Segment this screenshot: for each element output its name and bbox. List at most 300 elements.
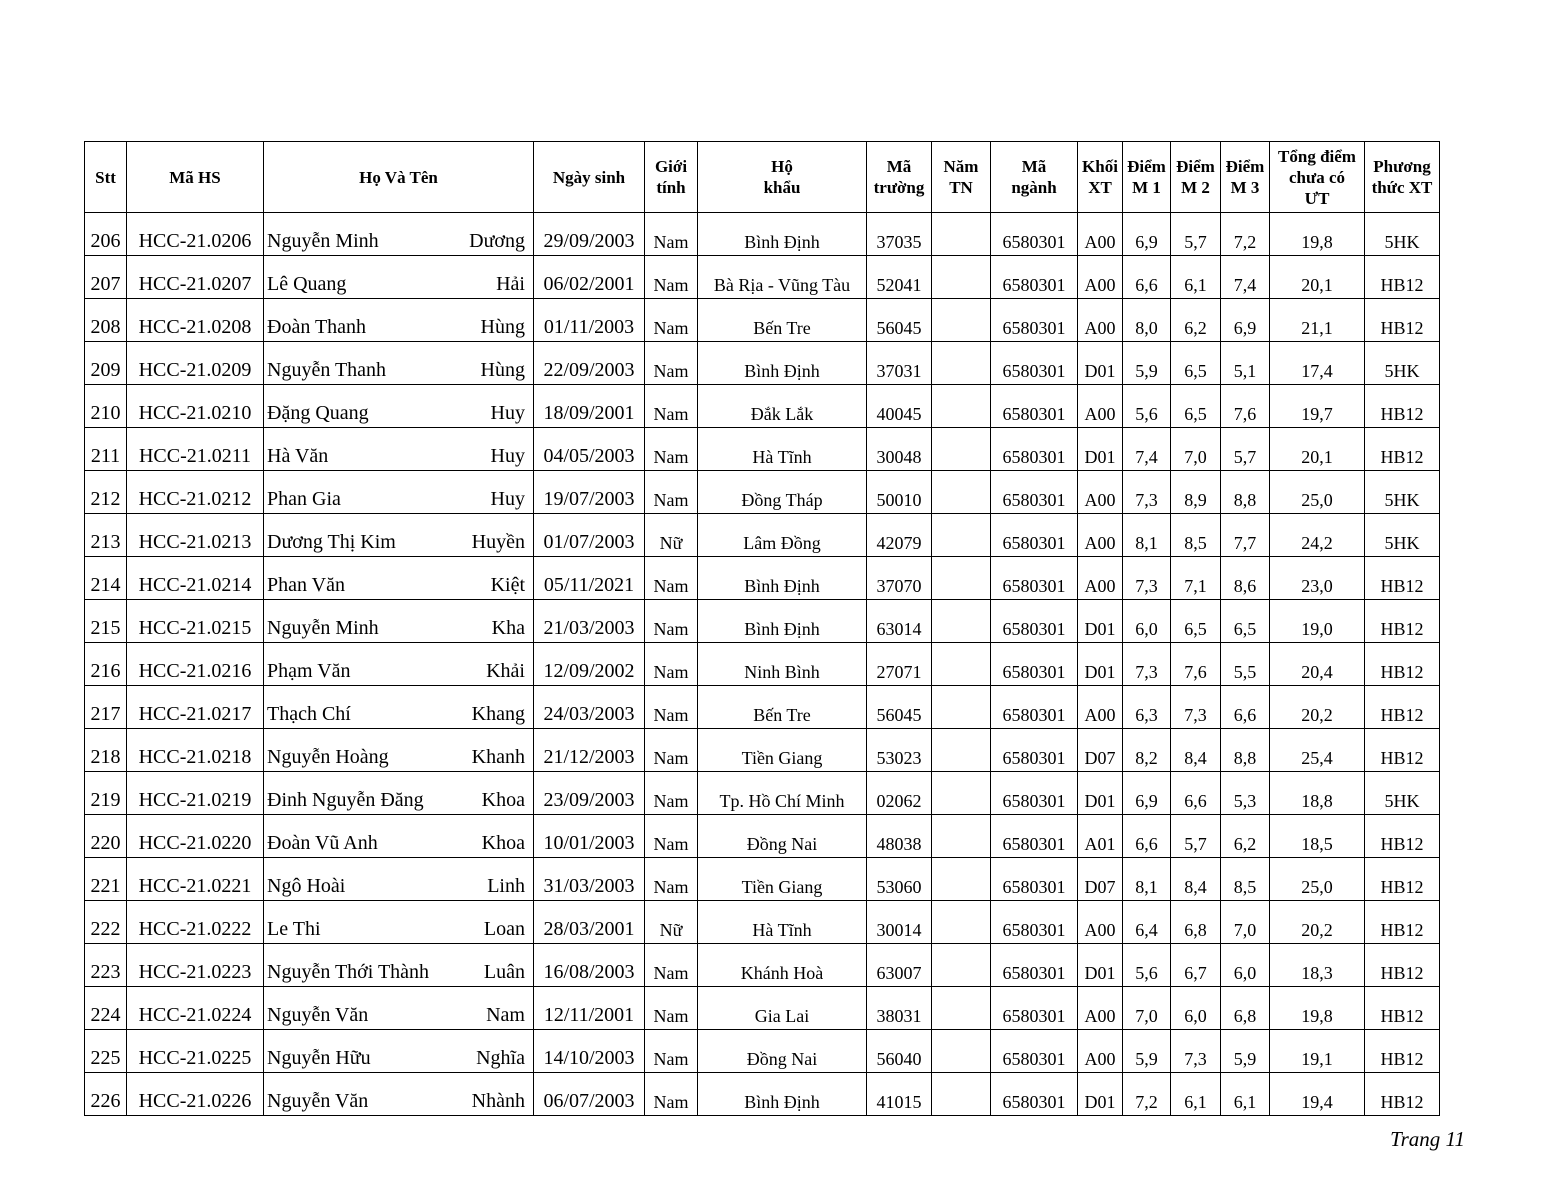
table-row bbox=[85, 815, 1440, 858]
cell-ten: Linh bbox=[487, 875, 525, 897]
table-row bbox=[85, 901, 1440, 944]
cell-ho-ten bbox=[264, 643, 534, 686]
cell-diem-m2: 7,0 bbox=[1171, 428, 1221, 471]
cell-diem-m3: 5,5 bbox=[1221, 643, 1270, 686]
cell-diem-m1: 7,4 bbox=[1123, 428, 1171, 471]
cell-nam-tn bbox=[932, 299, 991, 342]
cell-nam-tn bbox=[932, 385, 991, 428]
cell-phuong-thuc: HB12 bbox=[1365, 256, 1440, 299]
cell-phuong-thuc: HB12 bbox=[1365, 815, 1440, 858]
cell-ho-khau: Bình Định bbox=[698, 342, 867, 385]
cell-ma-nganh: 6580301 bbox=[991, 342, 1078, 385]
cell-ho-dem: Đoàn Vũ Anh bbox=[267, 832, 378, 854]
cell-ho-dem: Phan Văn bbox=[267, 574, 345, 596]
cell-tong-diem: 19,0 bbox=[1270, 600, 1365, 643]
cell-tong-diem: 18,8 bbox=[1270, 772, 1365, 815]
cell-diem-m2: 6,5 bbox=[1171, 600, 1221, 643]
cell-diem-m1: 5,6 bbox=[1123, 385, 1171, 428]
cell-ma-truong: 63007 bbox=[867, 944, 932, 987]
cell-gioi-tinh: Nam bbox=[645, 299, 698, 342]
table-row bbox=[85, 213, 1440, 256]
table-row bbox=[85, 858, 1440, 901]
cell-diem-m3: 6,6 bbox=[1221, 686, 1270, 729]
cell-diem-m3: 6,2 bbox=[1221, 815, 1270, 858]
cell-ho-ten bbox=[264, 428, 534, 471]
cell-diem-m3: 7,6 bbox=[1221, 385, 1270, 428]
cell-ho-ten bbox=[264, 256, 534, 299]
table-row bbox=[85, 643, 1440, 686]
cell-ho-ten bbox=[264, 1073, 534, 1116]
cell-diem-m1: 8,1 bbox=[1123, 858, 1171, 901]
cell-ho-ten bbox=[264, 901, 534, 944]
cell-diem-m3: 7,4 bbox=[1221, 256, 1270, 299]
cell-ma-hs: HCC-21.0210 bbox=[127, 385, 264, 428]
cell-nam-tn bbox=[932, 729, 991, 772]
cell-ho-dem: Nguyễn Thới Thành bbox=[267, 961, 430, 983]
table-row bbox=[85, 686, 1440, 729]
cell-ten: Huy bbox=[490, 488, 525, 510]
cell-ho-khau: Đồng Nai bbox=[698, 1030, 867, 1073]
cell-ho-ten bbox=[264, 557, 534, 600]
cell-diem-m1: 6,6 bbox=[1123, 256, 1171, 299]
cell-ma-hs: HCC-21.0224 bbox=[127, 987, 264, 1030]
cell-ho-khau: Lâm Đồng bbox=[698, 514, 867, 557]
cell-diem-m1: 8,0 bbox=[1123, 299, 1171, 342]
cell-tong-diem: 19,1 bbox=[1270, 1030, 1365, 1073]
cell-phuong-thuc: HB12 bbox=[1365, 944, 1440, 987]
cell-stt: 223 bbox=[85, 944, 127, 987]
cell-ho-khau: Tp. Hồ Chí Minh bbox=[698, 772, 867, 815]
cell-ten: Nam bbox=[486, 1004, 525, 1026]
cell-ngay-sinh: 22/09/2003 bbox=[534, 342, 645, 385]
cell-diem-m2: 6,6 bbox=[1171, 772, 1221, 815]
cell-diem-m2: 6,5 bbox=[1171, 385, 1221, 428]
cell-phuong-thuc: HB12 bbox=[1365, 1073, 1440, 1116]
cell-ho-dem: Hà Văn bbox=[267, 445, 329, 467]
cell-ma-hs: HCC-21.0216 bbox=[127, 643, 264, 686]
cell-khoi-xt: D07 bbox=[1078, 729, 1123, 772]
cell-ho-khau: Bình Định bbox=[698, 600, 867, 643]
cell-nam-tn bbox=[932, 1030, 991, 1073]
cell-ten: Khanh bbox=[471, 746, 525, 768]
cell-gioi-tinh: Nam bbox=[645, 1030, 698, 1073]
cell-ma-truong: 56040 bbox=[867, 1030, 932, 1073]
cell-gioi-tinh: Nam bbox=[645, 1073, 698, 1116]
cell-ma-truong: 38031 bbox=[867, 987, 932, 1030]
cell-ho-ten bbox=[264, 600, 534, 643]
cell-stt: 220 bbox=[85, 815, 127, 858]
cell-gioi-tinh: Nam bbox=[645, 987, 698, 1030]
cell-ngay-sinh: 06/07/2003 bbox=[534, 1073, 645, 1116]
cell-ma-nganh: 6580301 bbox=[991, 600, 1078, 643]
cell-ten: Khoa bbox=[481, 789, 525, 811]
col-gioi-tinh: Giới tính bbox=[645, 142, 698, 213]
col-phuong-thuc: Phương thức XT bbox=[1365, 142, 1440, 213]
cell-phuong-thuc: HB12 bbox=[1365, 428, 1440, 471]
cell-ho-dem: Thạch Chí bbox=[267, 703, 351, 725]
cell-ho-ten bbox=[264, 987, 534, 1030]
cell-ngay-sinh: 24/03/2003 bbox=[534, 686, 645, 729]
cell-tong-diem: 19,8 bbox=[1270, 213, 1365, 256]
cell-diem-m3: 8,8 bbox=[1221, 471, 1270, 514]
col-tong-diem: Tổng điểm chưa có ƯT bbox=[1270, 142, 1365, 213]
cell-stt: 221 bbox=[85, 858, 127, 901]
cell-stt: 217 bbox=[85, 686, 127, 729]
table-header bbox=[85, 142, 1440, 213]
cell-ma-truong: 27071 bbox=[867, 643, 932, 686]
cell-nam-tn bbox=[932, 342, 991, 385]
cell-ten: Kha bbox=[491, 617, 525, 639]
cell-khoi-xt: D07 bbox=[1078, 858, 1123, 901]
cell-diem-m1: 6,4 bbox=[1123, 901, 1171, 944]
cell-ma-hs: HCC-21.0223 bbox=[127, 944, 264, 987]
cell-khoi-xt: A00 bbox=[1078, 256, 1123, 299]
cell-diem-m1: 7,2 bbox=[1123, 1073, 1171, 1116]
cell-nam-tn bbox=[932, 600, 991, 643]
cell-phuong-thuc: HB12 bbox=[1365, 901, 1440, 944]
cell-ma-nganh: 6580301 bbox=[991, 256, 1078, 299]
cell-ho-ten bbox=[264, 213, 534, 256]
cell-gioi-tinh: Nam bbox=[645, 944, 698, 987]
cell-ma-hs: HCC-21.0219 bbox=[127, 772, 264, 815]
cell-ma-truong: 53060 bbox=[867, 858, 932, 901]
cell-nam-tn bbox=[932, 858, 991, 901]
cell-khoi-xt: D01 bbox=[1078, 944, 1123, 987]
table-row bbox=[85, 342, 1440, 385]
cell-ho-dem: Lê Quang bbox=[267, 273, 347, 295]
cell-nam-tn bbox=[932, 514, 991, 557]
cell-tong-diem: 17,4 bbox=[1270, 342, 1365, 385]
cell-diem-m1: 7,3 bbox=[1123, 643, 1171, 686]
cell-tong-diem: 23,0 bbox=[1270, 557, 1365, 600]
cell-ma-hs: HCC-21.0211 bbox=[127, 428, 264, 471]
cell-diem-m2: 6,5 bbox=[1171, 342, 1221, 385]
cell-khoi-xt: D01 bbox=[1078, 1073, 1123, 1116]
col-diem-m1: Điểm M 1 bbox=[1123, 142, 1171, 213]
cell-ho-khau: Tiền Giang bbox=[698, 729, 867, 772]
cell-stt: 206 bbox=[85, 213, 127, 256]
cell-diem-m3: 5,1 bbox=[1221, 342, 1270, 385]
cell-ma-nganh: 6580301 bbox=[991, 944, 1078, 987]
cell-ten: Khoa bbox=[481, 832, 525, 854]
table-row bbox=[85, 600, 1440, 643]
col-ma-nganh: Mã ngành bbox=[991, 142, 1078, 213]
cell-nam-tn bbox=[932, 987, 991, 1030]
cell-ngay-sinh: 23/09/2003 bbox=[534, 772, 645, 815]
col-stt: Stt bbox=[85, 142, 127, 213]
cell-tong-diem: 20,2 bbox=[1270, 686, 1365, 729]
cell-nam-tn bbox=[932, 256, 991, 299]
cell-stt: 212 bbox=[85, 471, 127, 514]
cell-nam-tn bbox=[932, 643, 991, 686]
cell-ho-dem: Nguyễn Hoàng bbox=[267, 746, 389, 768]
cell-khoi-xt: A00 bbox=[1078, 686, 1123, 729]
cell-diem-m3: 8,6 bbox=[1221, 557, 1270, 600]
cell-ngay-sinh: 18/09/2001 bbox=[534, 385, 645, 428]
cell-ho-ten bbox=[264, 299, 534, 342]
cell-diem-m3: 5,3 bbox=[1221, 772, 1270, 815]
cell-ho-khau: Đồng Tháp bbox=[698, 471, 867, 514]
cell-nam-tn bbox=[932, 213, 991, 256]
cell-gioi-tinh: Nam bbox=[645, 772, 698, 815]
cell-ten: Hùng bbox=[480, 316, 525, 338]
cell-ma-nganh: 6580301 bbox=[991, 213, 1078, 256]
cell-ho-dem: Đinh Nguyễn Đăng bbox=[267, 789, 424, 811]
cell-diem-m3: 6,8 bbox=[1221, 987, 1270, 1030]
cell-phuong-thuc: HB12 bbox=[1365, 1030, 1440, 1073]
cell-diem-m2: 7,3 bbox=[1171, 1030, 1221, 1073]
cell-diem-m3: 8,5 bbox=[1221, 858, 1270, 901]
cell-stt: 218 bbox=[85, 729, 127, 772]
cell-phuong-thuc: HB12 bbox=[1365, 729, 1440, 772]
cell-diem-m2: 8,5 bbox=[1171, 514, 1221, 557]
cell-tong-diem: 19,8 bbox=[1270, 987, 1365, 1030]
cell-stt: 213 bbox=[85, 514, 127, 557]
cell-diem-m3: 7,2 bbox=[1221, 213, 1270, 256]
cell-gioi-tinh: Nam bbox=[645, 256, 698, 299]
cell-stt: 214 bbox=[85, 557, 127, 600]
cell-diem-m1: 5,9 bbox=[1123, 342, 1171, 385]
cell-diem-m2: 7,1 bbox=[1171, 557, 1221, 600]
cell-khoi-xt: D01 bbox=[1078, 428, 1123, 471]
cell-phuong-thuc: HB12 bbox=[1365, 643, 1440, 686]
cell-ngay-sinh: 14/10/2003 bbox=[534, 1030, 645, 1073]
col-diem-m2: Điểm M 2 bbox=[1171, 142, 1221, 213]
cell-khoi-xt: A00 bbox=[1078, 987, 1123, 1030]
cell-ho-dem: Nguyễn Hữu bbox=[267, 1047, 371, 1069]
cell-diem-m1: 5,6 bbox=[1123, 944, 1171, 987]
cell-ma-nganh: 6580301 bbox=[991, 815, 1078, 858]
cell-ho-ten bbox=[264, 342, 534, 385]
cell-diem-m2: 7,3 bbox=[1171, 686, 1221, 729]
cell-ho-ten bbox=[264, 1030, 534, 1073]
cell-ho-khau: Tiền Giang bbox=[698, 858, 867, 901]
cell-nam-tn bbox=[932, 686, 991, 729]
col-khoi-xt: Khối XT bbox=[1078, 142, 1123, 213]
cell-ho-khau: Hà Tĩnh bbox=[698, 428, 867, 471]
cell-khoi-xt: D01 bbox=[1078, 600, 1123, 643]
cell-ma-truong: 30048 bbox=[867, 428, 932, 471]
cell-phuong-thuc: HB12 bbox=[1365, 858, 1440, 901]
cell-ho-dem: Nguyễn Minh bbox=[267, 230, 379, 252]
cell-diem-m3: 6,5 bbox=[1221, 600, 1270, 643]
cell-ho-ten bbox=[264, 858, 534, 901]
cell-tong-diem: 25,4 bbox=[1270, 729, 1365, 772]
cell-ma-nganh: 6580301 bbox=[991, 686, 1078, 729]
cell-khoi-xt: A00 bbox=[1078, 385, 1123, 428]
cell-khoi-xt: D01 bbox=[1078, 643, 1123, 686]
cell-gioi-tinh: Nam bbox=[645, 213, 698, 256]
cell-diem-m3: 7,7 bbox=[1221, 514, 1270, 557]
cell-diem-m2: 6,1 bbox=[1171, 1073, 1221, 1116]
cell-ma-nganh: 6580301 bbox=[991, 514, 1078, 557]
cell-ho-dem: Le Thi bbox=[267, 918, 321, 940]
cell-diem-m1: 6,9 bbox=[1123, 213, 1171, 256]
cell-ho-dem: Đoàn Thanh bbox=[267, 316, 367, 338]
cell-ten: Nhành bbox=[471, 1090, 525, 1112]
cell-ngay-sinh: 05/11/2021 bbox=[534, 557, 645, 600]
cell-ten: Dương bbox=[469, 230, 525, 252]
cell-ma-nganh: 6580301 bbox=[991, 772, 1078, 815]
col-ma-truong: Mã trường bbox=[867, 142, 932, 213]
cell-ho-ten bbox=[264, 385, 534, 428]
cell-ho-khau: Khánh Hoà bbox=[698, 944, 867, 987]
cell-nam-tn bbox=[932, 428, 991, 471]
cell-gioi-tinh: Nam bbox=[645, 643, 698, 686]
cell-gioi-tinh: Nam bbox=[645, 600, 698, 643]
cell-tong-diem: 20,1 bbox=[1270, 428, 1365, 471]
cell-ma-truong: 40045 bbox=[867, 385, 932, 428]
cell-nam-tn bbox=[932, 772, 991, 815]
cell-diem-m3: 6,9 bbox=[1221, 299, 1270, 342]
cell-ngay-sinh: 12/09/2002 bbox=[534, 643, 645, 686]
cell-stt: 210 bbox=[85, 385, 127, 428]
cell-ho-ten bbox=[264, 729, 534, 772]
table-row bbox=[85, 299, 1440, 342]
cell-ma-hs: HCC-21.0206 bbox=[127, 213, 264, 256]
cell-ma-hs: HCC-21.0209 bbox=[127, 342, 264, 385]
cell-phuong-thuc: HB12 bbox=[1365, 299, 1440, 342]
cell-ma-truong: 63014 bbox=[867, 600, 932, 643]
cell-diem-m1: 6,6 bbox=[1123, 815, 1171, 858]
cell-ho-khau: Đắk Lắk bbox=[698, 385, 867, 428]
cell-stt: 226 bbox=[85, 1073, 127, 1116]
cell-ma-nganh: 6580301 bbox=[991, 471, 1078, 514]
cell-khoi-xt: D01 bbox=[1078, 342, 1123, 385]
table-row bbox=[85, 256, 1440, 299]
cell-diem-m1: 5,9 bbox=[1123, 1030, 1171, 1073]
cell-diem-m1: 7,3 bbox=[1123, 471, 1171, 514]
cell-ma-truong: 52041 bbox=[867, 256, 932, 299]
cell-tong-diem: 20,1 bbox=[1270, 256, 1365, 299]
cell-ngay-sinh: 19/07/2003 bbox=[534, 471, 645, 514]
cell-diem-m1: 8,1 bbox=[1123, 514, 1171, 557]
cell-diem-m1: 8,2 bbox=[1123, 729, 1171, 772]
cell-ngay-sinh: 16/08/2003 bbox=[534, 944, 645, 987]
table-row bbox=[85, 1030, 1440, 1073]
cell-ma-truong: 56045 bbox=[867, 686, 932, 729]
cell-ma-nganh: 6580301 bbox=[991, 557, 1078, 600]
cell-phuong-thuc: HB12 bbox=[1365, 557, 1440, 600]
table-row bbox=[85, 557, 1440, 600]
cell-ngay-sinh: 04/05/2003 bbox=[534, 428, 645, 471]
cell-tong-diem: 25,0 bbox=[1270, 471, 1365, 514]
cell-diem-m2: 8,9 bbox=[1171, 471, 1221, 514]
cell-ho-khau: Bến Tre bbox=[698, 299, 867, 342]
cell-ten: Kiệt bbox=[490, 574, 525, 596]
cell-gioi-tinh: Nam bbox=[645, 815, 698, 858]
cell-nam-tn bbox=[932, 901, 991, 944]
cell-phuong-thuc: HB12 bbox=[1365, 987, 1440, 1030]
cell-ma-truong: 30014 bbox=[867, 901, 932, 944]
cell-ma-hs: HCC-21.0221 bbox=[127, 858, 264, 901]
cell-ma-truong: 37070 bbox=[867, 557, 932, 600]
cell-ho-khau: Bình Định bbox=[698, 1073, 867, 1116]
cell-tong-diem: 18,5 bbox=[1270, 815, 1365, 858]
cell-diem-m1: 6,3 bbox=[1123, 686, 1171, 729]
cell-stt: 222 bbox=[85, 901, 127, 944]
cell-ho-dem: Nguyễn Văn bbox=[267, 1090, 369, 1112]
cell-ho-khau: Bến Tre bbox=[698, 686, 867, 729]
cell-gioi-tinh: Nam bbox=[645, 858, 698, 901]
cell-diem-m2: 7,6 bbox=[1171, 643, 1221, 686]
cell-phuong-thuc: 5HK bbox=[1365, 772, 1440, 815]
cell-ten: Khang bbox=[471, 703, 525, 725]
cell-ten: Khải bbox=[486, 660, 525, 682]
cell-ngay-sinh: 28/03/2001 bbox=[534, 901, 645, 944]
cell-diem-m2: 6,8 bbox=[1171, 901, 1221, 944]
cell-phuong-thuc: 5HK bbox=[1365, 471, 1440, 514]
cell-diem-m1: 6,0 bbox=[1123, 600, 1171, 643]
col-ma-hs: Mã HS bbox=[127, 142, 264, 213]
cell-ho-ten bbox=[264, 471, 534, 514]
cell-ten: Luân bbox=[483, 961, 525, 983]
cell-ho-khau: Hà Tĩnh bbox=[698, 901, 867, 944]
table-row bbox=[85, 1073, 1440, 1116]
cell-ho-dem: Nguyễn Thanh bbox=[267, 359, 387, 381]
cell-gioi-tinh: Nam bbox=[645, 471, 698, 514]
cell-nam-tn bbox=[932, 815, 991, 858]
cell-ngay-sinh: 10/01/2003 bbox=[534, 815, 645, 858]
cell-ten: Hải bbox=[496, 273, 525, 295]
cell-ma-truong: 56045 bbox=[867, 299, 932, 342]
cell-ma-nganh: 6580301 bbox=[991, 385, 1078, 428]
table-row bbox=[85, 772, 1440, 815]
cell-tong-diem: 18,3 bbox=[1270, 944, 1365, 987]
cell-ma-truong: 37035 bbox=[867, 213, 932, 256]
cell-ngay-sinh: 01/07/2003 bbox=[534, 514, 645, 557]
cell-diem-m2: 6,7 bbox=[1171, 944, 1221, 987]
cell-ma-truong: 02062 bbox=[867, 772, 932, 815]
cell-phuong-thuc: 5HK bbox=[1365, 213, 1440, 256]
cell-stt: 209 bbox=[85, 342, 127, 385]
cell-ma-nganh: 6580301 bbox=[991, 901, 1078, 944]
cell-diem-m3: 7,0 bbox=[1221, 901, 1270, 944]
cell-ma-truong: 53023 bbox=[867, 729, 932, 772]
cell-ho-dem: Nguyễn Văn bbox=[267, 1004, 369, 1026]
cell-diem-m1: 7,3 bbox=[1123, 557, 1171, 600]
cell-ngay-sinh: 21/03/2003 bbox=[534, 600, 645, 643]
cell-ma-nganh: 6580301 bbox=[991, 643, 1078, 686]
cell-ma-nganh: 6580301 bbox=[991, 299, 1078, 342]
col-ho-khau: Hộ khẩu bbox=[698, 142, 867, 213]
cell-diem-m2: 6,1 bbox=[1171, 256, 1221, 299]
cell-diem-m2: 8,4 bbox=[1171, 729, 1221, 772]
cell-phuong-thuc: HB12 bbox=[1365, 600, 1440, 643]
cell-ma-hs: HCC-21.0222 bbox=[127, 901, 264, 944]
cell-khoi-xt: A00 bbox=[1078, 213, 1123, 256]
cell-ngay-sinh: 12/11/2001 bbox=[534, 987, 645, 1030]
cell-khoi-xt: D01 bbox=[1078, 772, 1123, 815]
cell-ten: Huy bbox=[490, 445, 525, 467]
cell-khoi-xt: A00 bbox=[1078, 901, 1123, 944]
table-row bbox=[85, 987, 1440, 1030]
cell-phuong-thuc: HB12 bbox=[1365, 686, 1440, 729]
cell-nam-tn bbox=[932, 471, 991, 514]
cell-diem-m2: 6,2 bbox=[1171, 299, 1221, 342]
cell-khoi-xt: A00 bbox=[1078, 557, 1123, 600]
cell-ho-khau: Bình Định bbox=[698, 557, 867, 600]
cell-gioi-tinh: Nữ bbox=[645, 901, 698, 944]
cell-khoi-xt: A00 bbox=[1078, 514, 1123, 557]
cell-ma-hs: HCC-21.0217 bbox=[127, 686, 264, 729]
cell-nam-tn bbox=[932, 944, 991, 987]
cell-ma-truong: 37031 bbox=[867, 342, 932, 385]
cell-ma-hs: HCC-21.0208 bbox=[127, 299, 264, 342]
cell-ma-hs: HCC-21.0220 bbox=[127, 815, 264, 858]
cell-ma-nganh: 6580301 bbox=[991, 428, 1078, 471]
cell-tong-diem: 25,0 bbox=[1270, 858, 1365, 901]
